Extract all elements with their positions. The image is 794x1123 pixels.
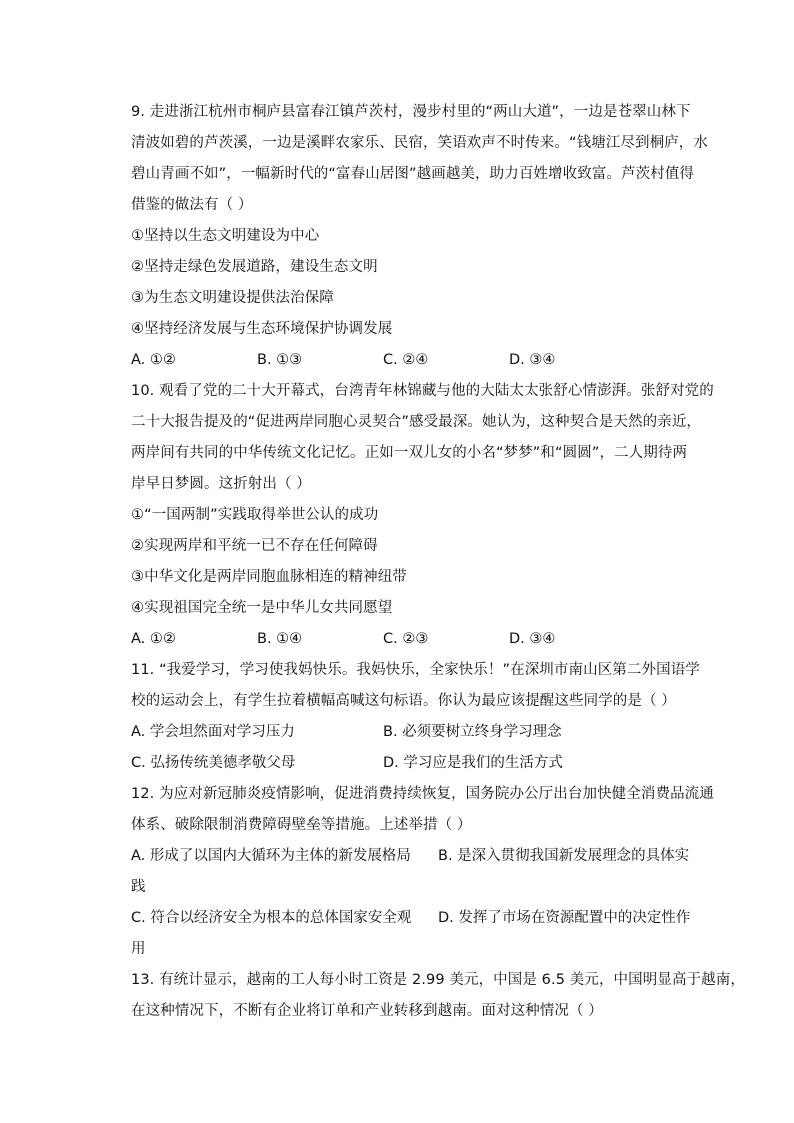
- question-content: [131, 97, 745, 1027]
- question-13: [131, 965, 745, 1027]
- question-9-stem-line-1: 9. 走进浙江杭州市桐庐县富春江镇芦茨村，漫步村里的“两山大道”，一边是苍翠山林下: [131, 104, 691, 120]
- question-10-statement-1: ①“一国两制”实践取得举世公认的成功: [131, 507, 379, 523]
- question-10-option-c: C. ②③: [383, 631, 429, 647]
- question-9: [131, 97, 709, 376]
- question-10-statement-3: ③中华文化是两岸同胞血脉相连的精神纽带: [131, 569, 407, 585]
- question-11-stem-line-2: 校的运动会上，有学生拉着横幅高喊这句标语。你认为最应该提醒这些同学的是（ ）: [131, 693, 676, 709]
- question-10: [131, 376, 714, 655]
- question-9-statement-1: ①坚持以生态文明建设为中心: [131, 228, 320, 244]
- question-10-stem-line-3: 两岸间有共同的中华传统文化记忆。正如一双儿女的小名“梦梦”和“圆圆”，二人期待两: [131, 445, 688, 461]
- question-10-statement-4: ④实现祖国完全统一是中华儿女共同愿望: [131, 600, 393, 616]
- question-9-options: [131, 345, 691, 376]
- question-11-options-row-2: [131, 748, 691, 779]
- question-12-option-a: A. 形成了以国内大循环为主体的新发展格局: [131, 848, 411, 864]
- question-9-option-a: A. ①②: [131, 352, 176, 368]
- question-12: [131, 779, 714, 965]
- question-9-statement-3: ③为生态文明建设提供法治保障: [131, 290, 334, 306]
- question-10-options: [131, 624, 691, 655]
- question-9-option-c: C. ②④: [383, 352, 429, 368]
- question-9-statement-4: ④坚持经济发展与生态环境保护协调发展: [131, 321, 393, 337]
- question-12-options-row-1: [131, 841, 691, 872]
- question-11-option-b: B. 必须要树立终身学习理念: [383, 724, 562, 740]
- question-13-stem-line-1: 13. 有统计显示，越南的工人每小时工资是 2.99 美元，中国是 6.5 美元，中国明显高于越南，: [131, 972, 745, 988]
- question-9-stem-line-2: 清波如碧的芦茨溪，一边是溪畔农家乐、民宿，笑语欢声不时传来。“钱塘江尽到桐庐，水: [131, 135, 709, 151]
- question-11: [131, 655, 700, 779]
- question-12-option-d-continued: 用: [131, 941, 146, 957]
- question-11-option-d: D. 学习应是我们的生活方式: [383, 755, 563, 771]
- question-9-option-b: B. ①③: [257, 352, 303, 368]
- question-9-stem-line-4: 借鉴的做法有（ ）: [131, 197, 253, 213]
- question-12-option-c: C. 符合以经济安全为根本的总体国家安全观: [131, 910, 412, 926]
- question-10-option-b: B. ①④: [257, 631, 303, 647]
- question-11-option-c: C. 弘扬传统美德孝敬父母: [131, 755, 296, 771]
- question-10-statement-2: ②实现两岸和平统一已不存在任何障碍: [131, 538, 378, 554]
- question-11-option-a: A. 学会坦然面对学习压力: [131, 724, 295, 740]
- question-12-option-b: B. 是深入贯彻我国新发展理念的具体实: [438, 848, 690, 864]
- question-12-stem-line-1: 12. 为应对新冠肺炎疫情影响，促进消费持续恢复，国务院办公厅出台加快健全消费品流通: [131, 786, 714, 802]
- question-10-option-a: A. ①②: [131, 631, 176, 647]
- question-12-option-b-continued: 践: [131, 879, 146, 895]
- question-12-options-row-2: [131, 903, 691, 934]
- question-10-stem-line-1: 10. 观看了党的二十大开幕式，台湾青年林锦藏与他的大陆太太张舒心情澎湃。张舒对党的: [131, 383, 714, 399]
- question-9-stem-line-3: 碧山青画不如”，一幅新时代的“富春山居图”越画越美，助力百姓增收致富。芦茨村值得: [131, 166, 695, 182]
- question-10-option-d: D. ③④: [509, 631, 556, 647]
- question-13-stem-line-2: 在这种情况下，不断有企业将订单和产业转移到越南。面对这种情况（ ）: [131, 1003, 603, 1019]
- question-10-stem-line-2: 二十大报告提及的“促进两岸同胞心灵契合”感受最深。她认为，这种契合是天然的亲近，: [131, 414, 702, 430]
- question-11-options-row-1: [131, 717, 691, 748]
- question-12-option-d: D. 发挥了市场在资源配置中的决定性作: [438, 910, 691, 926]
- question-12-stem-line-2: 体系、破除限制消费障碍壁垒等措施。上述举措（ ）: [131, 817, 472, 833]
- question-11-stem-line-1: 11. “我爱学习，学习使我妈快乐。我妈快乐，全家快乐！”在深圳市南山区第二外国语学: [131, 662, 700, 678]
- question-9-option-d: D. ③④: [509, 352, 556, 368]
- question-10-stem-line-4: 岸早日梦圆。这折射出（ ）: [131, 476, 311, 492]
- question-9-statement-2: ②坚持走绿色发展道路，建设生态文明: [131, 259, 378, 275]
